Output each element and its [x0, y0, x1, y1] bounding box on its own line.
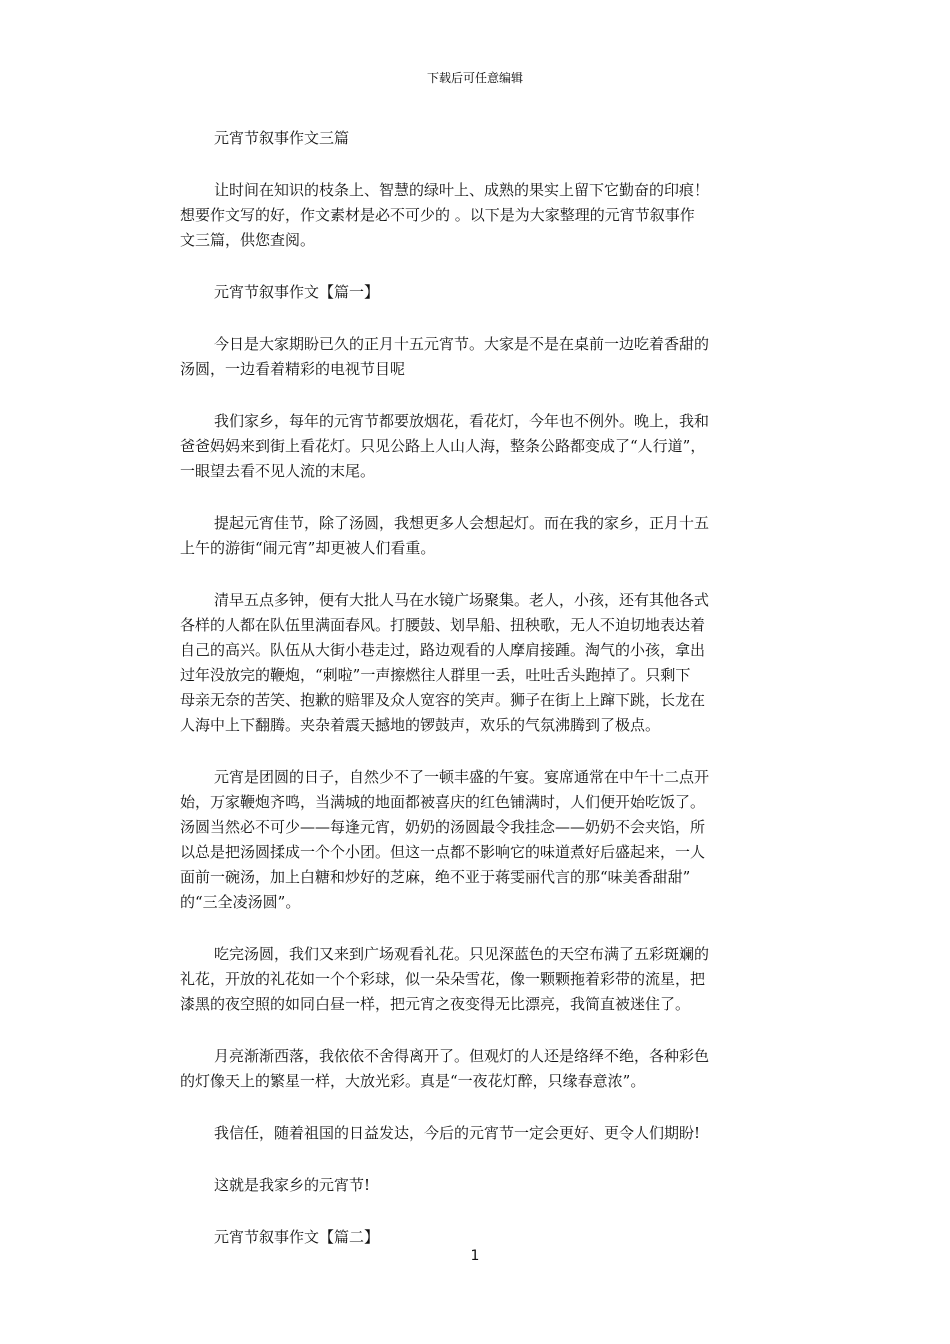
paragraph-7: 月亮渐渐西落，我依依不舍得离开了。但观灯的人还是络绎不绝，各种彩色 的灯像天上的繁星一样，大放光彩。真是“一夜花灯醉，只缘春意浓”。	[180, 1047, 710, 1090]
paragraph-8: 我信任，随着祖国的日益发达，今后的元宵节一定会更好、更令人们期盼!	[214, 1124, 701, 1142]
section-heading-1: 元宵节叙事作文【篇一】	[214, 283, 380, 301]
page-header: 下载后可任意编辑	[426, 71, 523, 85]
intro-paragraph: 让时间在知识的枝条上、智慧的绿叶上、成熟的果实上留下它勤奋的印痕！ 想要作文写的好，作文素材是必不可少的 。以下是为大家整理的元宵节叙事作 文三篇，供您查阅。	[180, 181, 710, 249]
paragraph-4: 清早五点多钟，便有大批人马在水镜广场聚集。老人，小孩，还有其他各式 各样的人都在队伍里满面春风。打腰鼓、划旱船、扭秧歌，无人不迫切地表达着 自己的高兴。队伍从大街小巷走过，路边观看的人摩肩接踵。淘气的小孩，拿出 过年没放完的鞭炮，“刺啦”一声擦燃往人群里一丢，吐吐舌头跑掉了。只剩下 母亲无奈的苦笑、抱歉的赔罪及众人宽容的笑声。狮子在街上上蹿下跳，长龙在 人海中上下翻腾。夹杂着震天撼地的锣鼓声，欢乐的气氛沸腾到了极点。	[180, 591, 710, 734]
document-title: 元宵节叙事作文三篇	[214, 129, 350, 147]
paragraph-1: 今日是大家期盼已久的正月十五元宵节。大家是不是在桌前一边吃着香甜的 汤圆，一边看着精彩的电视节目呢	[180, 335, 710, 378]
page-number: 1	[470, 1248, 480, 1264]
paragraph-9: 这就是我家乡的元宵节!	[214, 1176, 371, 1194]
document-body	[180, 126, 780, 1250]
section-heading-2: 元宵节叙事作文【篇二】	[214, 1228, 380, 1246]
paragraph-2: 我们家乡，每年的元宵节都要放烟花，看花灯，今年也不例外。晚上，我和 爸爸妈妈来到街上看花灯。只见公路上人山人海，整条公路都变成了“人行道”， 一眼望去看不见人流的末尾。	[180, 412, 710, 480]
paragraph-5: 元宵是团圆的日子，自然少不了一顿丰盛的午宴。宴席通常在中午十二点开 始，万家鞭炮齐鸣，当满城的地面都被喜庆的红色铺满时，人们便开始吃饭了。 汤圆当然必不可少——每逢元宵，奶奶的汤圆最令我挂念——奶奶不会夹馅，所 以总是把汤圆揉成一个个小团。但这一点都不影响它的味道煮好后盛起来，一人 面前一碗汤，加上白糖和炒好的芝麻，绝不亚于蒋雯丽代言的那“味美香甜甜” 的“三全凌汤圆”。	[180, 768, 710, 911]
paragraph-6: 吃完汤圆，我们又来到广场观看礼花。只见深蓝色的天空布满了五彩斑斓的 礼花，开放的礼花如一个个彩球，似一朵朵雪花，像一颗颗拖着彩带的流星，把 漆黑的夜空照的如同白昼一样，把元宵之夜变得无比漂亮，我简直被迷住了。	[180, 945, 710, 1013]
paragraph-3: 提起元宵佳节，除了汤圆，我想更多人会想起灯。而在我的家乡，正月十五 上午的游街“闹元宵”却更被人们看重。	[180, 514, 710, 557]
